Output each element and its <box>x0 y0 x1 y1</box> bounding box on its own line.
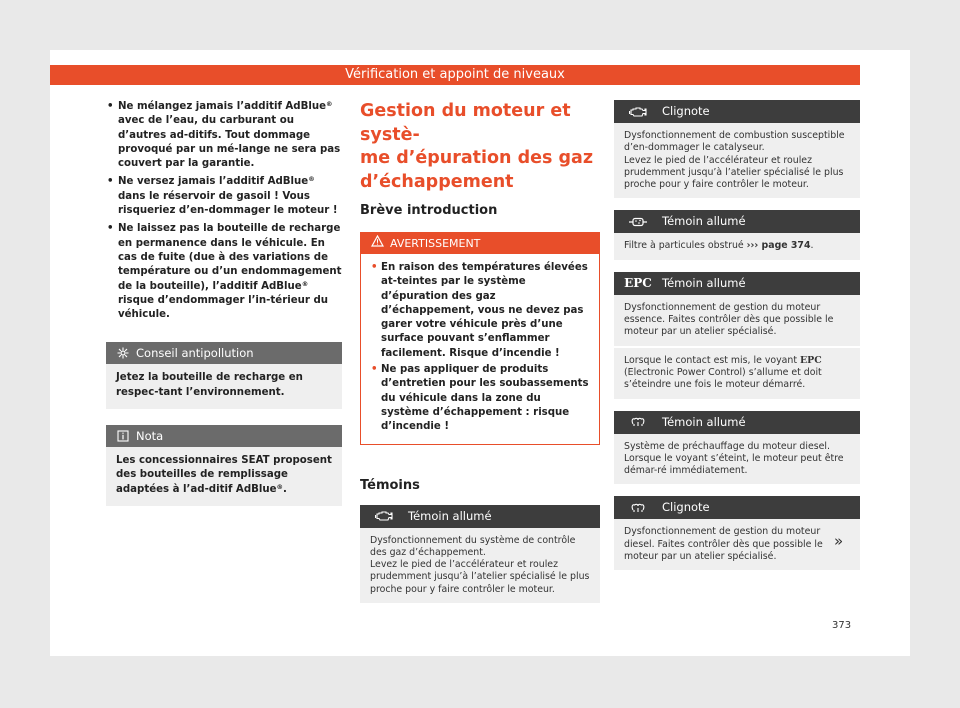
warning-item: • En raison des températures élevées at-teintes par le système d’épuration des gaz d’échappement, vous ne devez pas garer votre véhicule près d’une surface pouvant s’enflammer facilement. Risque d’incendie ! <box>371 262 588 359</box>
engine-icon <box>368 505 400 528</box>
note-box <box>106 425 342 506</box>
indicator-text: Dysfonctionnement de combustion susceptible d’en-dommager le catalyseur. Levez le pied de l’accélérateur et roulez prudemment jusqu’à l’atelier spécialisé le plus proche pour y faire contrôler le moteur. <box>624 130 845 191</box>
middle-column <box>360 100 600 615</box>
indicator-text: Dysfonctionnement du système de contrôle des gaz d’échappement. Levez le pied de l’accélérateur et roulez prudemment jusqu’à l’atelier spécialisé le plus proche pour y faire contrôler le moteur. <box>370 534 590 595</box>
page-header: Vérification et appoint de niveaux <box>50 65 860 85</box>
eco-tip-text: Jetez la bouteille de recharge en respec-tant l’environnement. <box>116 372 303 398</box>
adblue-warnings-list <box>106 100 342 322</box>
page-number: 373 <box>832 620 852 631</box>
warning-triangle-icon <box>371 233 384 254</box>
section-title: Gestion du moteur et systè- me d’épuration des gaz d’échappement <box>360 101 594 192</box>
indicator-text: Dysfonctionnement de gestion du moteur diesel. Faites contrôler dès que possible le moteur par un atelier spécialisé. <box>624 526 823 563</box>
indicator-text: Système de préchauffage du moteur diesel. Lorsque le voyant s’éteint, le moteur peut être démar-ré immédiatement. <box>624 440 844 477</box>
continued-marker: » <box>834 532 844 550</box>
eco-tip-title: Conseil antipollution <box>136 346 254 361</box>
warning-title: AVERTISSEMENT <box>390 237 481 250</box>
bullet-item: • Ne laissez pas la bouteille de recharge en permanence dans le véhicule. En cas de fuite (due à des variations de température ou d’un endommagement de la bouteille), l’additif AdBlue® risque d’endommager l’in-térieur du véhicule. <box>107 223 342 321</box>
indicators-heading: Témoins <box>360 477 420 493</box>
indicator-engine-flashing <box>614 100 860 198</box>
note-text: Les concessionnaires SEAT proposent des bouteilles de remplissage adaptées à l’ad-ditif AdBlue®. <box>116 455 332 495</box>
note-title: Nota <box>136 429 164 444</box>
bullet-item: • Ne versez jamais l’additif AdBlue® dans le réservoir de gasoil ! Vous risqueriez d’en-dommager le moteur ! <box>107 175 338 217</box>
indicator-header: Témoin allumé <box>360 505 600 528</box>
particle-filter-icon <box>622 210 654 233</box>
subsection-title: Brève introduction <box>360 203 498 218</box>
indicator-particle-filter <box>614 210 860 259</box>
indicator-exhaust-on <box>360 505 600 603</box>
info-icon <box>116 429 130 443</box>
eco-tip-box <box>106 342 342 409</box>
right-column <box>614 100 860 582</box>
epc-inline-icon: EPC <box>800 354 822 366</box>
glow-plug-icon <box>622 496 654 519</box>
engine-icon <box>622 100 654 123</box>
glow-plug-icon <box>622 411 654 434</box>
indicator-header: EPC Témoin allumé <box>614 272 860 295</box>
leaf-icon <box>116 346 130 360</box>
warning-body <box>361 254 599 444</box>
indicator-glow-plug-on <box>614 411 860 485</box>
indicator-header: Témoin allumé <box>614 210 860 233</box>
warning-item: • Ne pas appliquer de produits d’entretien pour les soubassements du véhicule dans la zone du système d’échappement : risque d’incendie ! <box>371 364 589 433</box>
indicator-text: Filtre à particules obstrué ››› page 374. <box>624 240 814 252</box>
warning-box <box>360 232 600 445</box>
warning-header <box>361 233 599 254</box>
indicator-header: Clignote <box>614 100 860 123</box>
bullet-item: • Ne mélangez jamais l’additif AdBlue® avec de l’eau, du carburant ou d’autres ad-ditifs. Tout dommage provoqué par un mé-lange ne sera pas couvert par la garantie. <box>107 100 341 170</box>
eco-tip-header <box>106 342 342 364</box>
epc-icon: EPC <box>624 275 652 290</box>
left-column <box>106 100 342 506</box>
indicator-epc <box>614 272 860 399</box>
indicator-text: Dysfonctionnement de gestion du moteur essence. Faites contrôler dès que possible le moteur par un atelier spécialisé. <box>624 301 834 338</box>
indicator-extra-text: Lorsque le contact est mis, le voyant EPC (Electronic Power Control) s’allume et doit s’éteindre une fois le moteur démarré. <box>614 346 860 399</box>
indicator-glow-plug-flashing <box>614 496 860 570</box>
indicator-header: Témoin allumé <box>614 411 860 434</box>
page-reference-link[interactable]: ››› page 374 <box>746 240 811 252</box>
indicator-header: Clignote <box>614 496 860 519</box>
note-header <box>106 425 342 447</box>
